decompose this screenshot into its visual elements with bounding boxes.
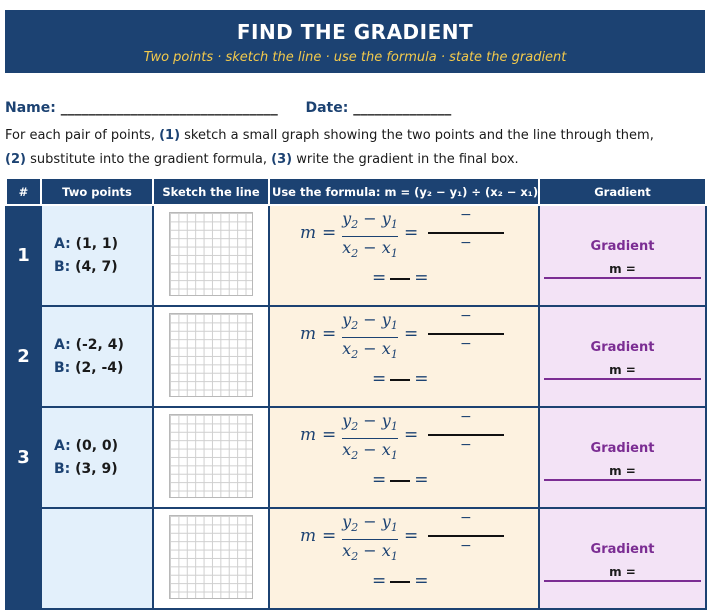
name-label: Name: xyxy=(5,100,56,116)
minus-sign: − xyxy=(460,235,472,251)
formula-equals: = xyxy=(404,324,419,344)
step-number: (2) xyxy=(5,152,26,167)
minus-sign: − xyxy=(460,308,472,324)
sketch-grid[interactable] xyxy=(169,414,253,498)
instruction-text: sketch a small graph showing the two points and the line through them, xyxy=(180,128,654,143)
gradient-answer-line[interactable] xyxy=(544,580,701,582)
formula-m: m xyxy=(300,223,317,243)
y2-symbol: y xyxy=(342,512,352,531)
gradient-m-label: m = xyxy=(609,262,636,276)
x1-symbol: x xyxy=(381,238,391,258)
formula-cell xyxy=(269,508,539,609)
gradient-answer-line[interactable] xyxy=(544,378,701,380)
blank-fraction-bar xyxy=(390,480,410,482)
formula-equals: = xyxy=(372,470,387,490)
minus-sign: − xyxy=(363,541,377,561)
date-field[interactable]: ______________ xyxy=(353,100,452,116)
instruction-text: write the gradient in the final box. xyxy=(292,152,519,167)
page-title: FIND THE GRADIENT xyxy=(236,20,474,44)
header-sketch: Sketch the line xyxy=(153,178,269,205)
header-formula: Use the formula: m = (y₂ − y₁) ÷ (x₂ − x₁) xyxy=(269,178,539,205)
fraction-bar xyxy=(428,232,504,234)
subscript: 1 xyxy=(390,550,398,564)
minus-sign: − xyxy=(460,437,472,453)
y2-symbol: y xyxy=(342,209,352,228)
gradient-cell xyxy=(539,205,706,306)
formula-fraction xyxy=(340,511,400,568)
table-row xyxy=(6,508,706,609)
answer-row[interactable] xyxy=(372,571,429,591)
gradient-label: Gradient xyxy=(590,542,655,557)
formula-equals: = xyxy=(322,324,337,344)
y1-symbol: y xyxy=(381,512,391,531)
answer-row[interactable] xyxy=(372,268,429,288)
title-banner xyxy=(5,10,705,73)
header-row xyxy=(6,178,706,205)
instruction-text: For each pair of points, xyxy=(5,128,160,143)
fraction-bar xyxy=(428,434,504,436)
substitution-fraction[interactable] xyxy=(428,409,504,453)
x1-symbol: x xyxy=(381,339,391,359)
question-number: 2 xyxy=(6,306,41,407)
instructions-line-1 xyxy=(5,127,705,145)
two-points-cell xyxy=(41,306,153,407)
subscript: 2 xyxy=(351,348,359,362)
subscript: 2 xyxy=(351,521,359,535)
instruction-text: substitute into the gradient formula, xyxy=(25,152,272,167)
answer-row[interactable] xyxy=(372,470,429,490)
formula-equals: = xyxy=(404,425,419,445)
point-b-value: (3, 9) xyxy=(75,460,118,477)
point-a-label: A: xyxy=(54,235,71,252)
table-row xyxy=(6,306,706,407)
formula-m: m xyxy=(300,324,317,344)
subscript: 2 xyxy=(351,420,359,434)
fraction-bar xyxy=(428,333,504,335)
subscript: 2 xyxy=(351,319,359,333)
sketch-cell xyxy=(153,205,269,306)
header-number: # xyxy=(6,178,41,205)
formula-equals: = xyxy=(414,470,429,490)
sketch-grid[interactable] xyxy=(169,313,253,397)
sketch-grid[interactable] xyxy=(169,212,253,296)
point-b-label: B: xyxy=(54,258,71,275)
y2-symbol: y xyxy=(342,310,352,329)
minus-sign: − xyxy=(363,339,377,359)
subscript: 2 xyxy=(351,449,359,463)
y2-symbol: y xyxy=(342,411,352,430)
gradient-label: Gradient xyxy=(590,441,655,456)
point-a-label: A: xyxy=(54,336,71,353)
question-number: 1 xyxy=(6,205,41,306)
page-subtitle: Two points · sketch the line · use the formula · state the gradient xyxy=(143,50,567,65)
subscript: 2 xyxy=(351,218,359,232)
gradient-label: Gradient xyxy=(590,239,655,254)
formula-equals: = xyxy=(414,571,429,591)
blank-fraction-bar xyxy=(390,278,410,280)
point-b-label: B: xyxy=(54,460,71,477)
formula-cell xyxy=(269,306,539,407)
x2-symbol: x xyxy=(342,238,352,258)
gradient-label: Gradient xyxy=(590,340,655,355)
formula-equals: = xyxy=(372,571,387,591)
minus-sign: − xyxy=(460,207,472,223)
date-label: Date: xyxy=(305,100,349,116)
minus-sign: − xyxy=(363,411,377,430)
x1-symbol: x xyxy=(381,440,391,460)
point-b-value: (2, -4) xyxy=(75,359,124,376)
gradient-answer-line[interactable] xyxy=(544,277,701,279)
header-two-points: Two points xyxy=(41,178,153,205)
subscript: 2 xyxy=(351,550,359,564)
formula-equals: = xyxy=(414,268,429,288)
sketch-cell xyxy=(153,407,269,508)
formula-m: m xyxy=(300,425,317,445)
subscript: 1 xyxy=(390,449,398,463)
minus-sign: − xyxy=(460,336,472,352)
formula-equals: = xyxy=(322,526,337,546)
subscript: 1 xyxy=(390,319,398,333)
x2-symbol: x xyxy=(342,541,352,561)
y1-symbol: y xyxy=(381,209,391,228)
step-number: (3) xyxy=(271,152,293,167)
two-points-cell xyxy=(41,407,153,508)
point-b-value: (4, 7) xyxy=(75,258,118,275)
blank-fraction-bar xyxy=(390,581,410,583)
formula-equals: = xyxy=(404,526,419,546)
gradient-m-label: m = xyxy=(609,565,636,579)
x2-symbol: x xyxy=(342,339,352,359)
name-date-row xyxy=(5,100,705,116)
name-field[interactable]: _______________________________ xyxy=(60,100,278,116)
formula-equals: = xyxy=(404,223,419,243)
subscript: 1 xyxy=(390,218,398,232)
formula-fraction xyxy=(340,208,400,265)
minus-sign: − xyxy=(460,510,472,526)
formula-equals: = xyxy=(322,223,337,243)
point-b-label: B: xyxy=(54,359,71,376)
minus-sign: − xyxy=(363,209,377,228)
gradient-cell xyxy=(539,306,706,407)
sketch-grid[interactable] xyxy=(169,515,253,599)
step-number: (1) xyxy=(159,128,181,143)
blank-fraction-bar xyxy=(390,379,410,381)
two-points-cell xyxy=(41,508,153,609)
formula-equals: = xyxy=(372,268,387,288)
formula-equals: = xyxy=(414,369,429,389)
sketch-cell xyxy=(153,306,269,407)
minus-sign: − xyxy=(363,238,377,258)
two-points-cell xyxy=(41,205,153,306)
point-a-value: (-2, 4) xyxy=(75,336,124,353)
point-a-value: (0, 0) xyxy=(75,437,119,454)
substitution-fraction[interactable] xyxy=(428,308,504,352)
y1-symbol: y xyxy=(381,411,391,430)
formula-m: m xyxy=(300,526,317,546)
subscript: 2 xyxy=(351,247,359,261)
x2-symbol: x xyxy=(342,440,352,460)
minus-sign: − xyxy=(460,409,472,425)
point-a-value: (1, 1) xyxy=(75,235,119,252)
minus-sign: − xyxy=(363,310,377,329)
answer-row[interactable] xyxy=(372,369,429,389)
formula-cell xyxy=(269,407,539,508)
gradient-m-label: m = xyxy=(609,363,636,377)
gradient-answer-line[interactable] xyxy=(544,479,701,481)
substitution-fraction[interactable] xyxy=(428,207,504,251)
formula-fraction xyxy=(340,309,400,366)
question-number xyxy=(6,508,41,609)
subscript: 1 xyxy=(390,420,398,434)
minus-sign: − xyxy=(363,512,377,531)
subscript: 1 xyxy=(390,521,398,535)
gradient-cell xyxy=(539,508,706,609)
table-body xyxy=(6,205,706,609)
table-row xyxy=(6,205,706,306)
instructions-line-2 xyxy=(5,151,705,169)
x1-symbol: x xyxy=(381,541,391,561)
subscript: 1 xyxy=(390,348,398,362)
table-row xyxy=(6,407,706,508)
minus-sign: − xyxy=(460,538,472,554)
minus-sign: − xyxy=(363,440,377,460)
formula-cell xyxy=(269,205,539,306)
substitution-fraction[interactable] xyxy=(428,510,504,554)
point-a-label: A: xyxy=(54,437,71,454)
fraction-bar xyxy=(428,535,504,537)
formula-equals: = xyxy=(372,369,387,389)
sketch-cell xyxy=(153,508,269,609)
gradient-m-label: m = xyxy=(609,464,636,478)
subscript: 1 xyxy=(390,247,398,261)
question-number: 3 xyxy=(6,407,41,508)
header-gradient: Gradient xyxy=(539,178,706,205)
gradient-cell xyxy=(539,407,706,508)
y1-symbol: y xyxy=(381,310,391,329)
formula-fraction xyxy=(340,410,400,467)
formula-equals: = xyxy=(322,425,337,445)
worksheet-table xyxy=(5,177,707,610)
